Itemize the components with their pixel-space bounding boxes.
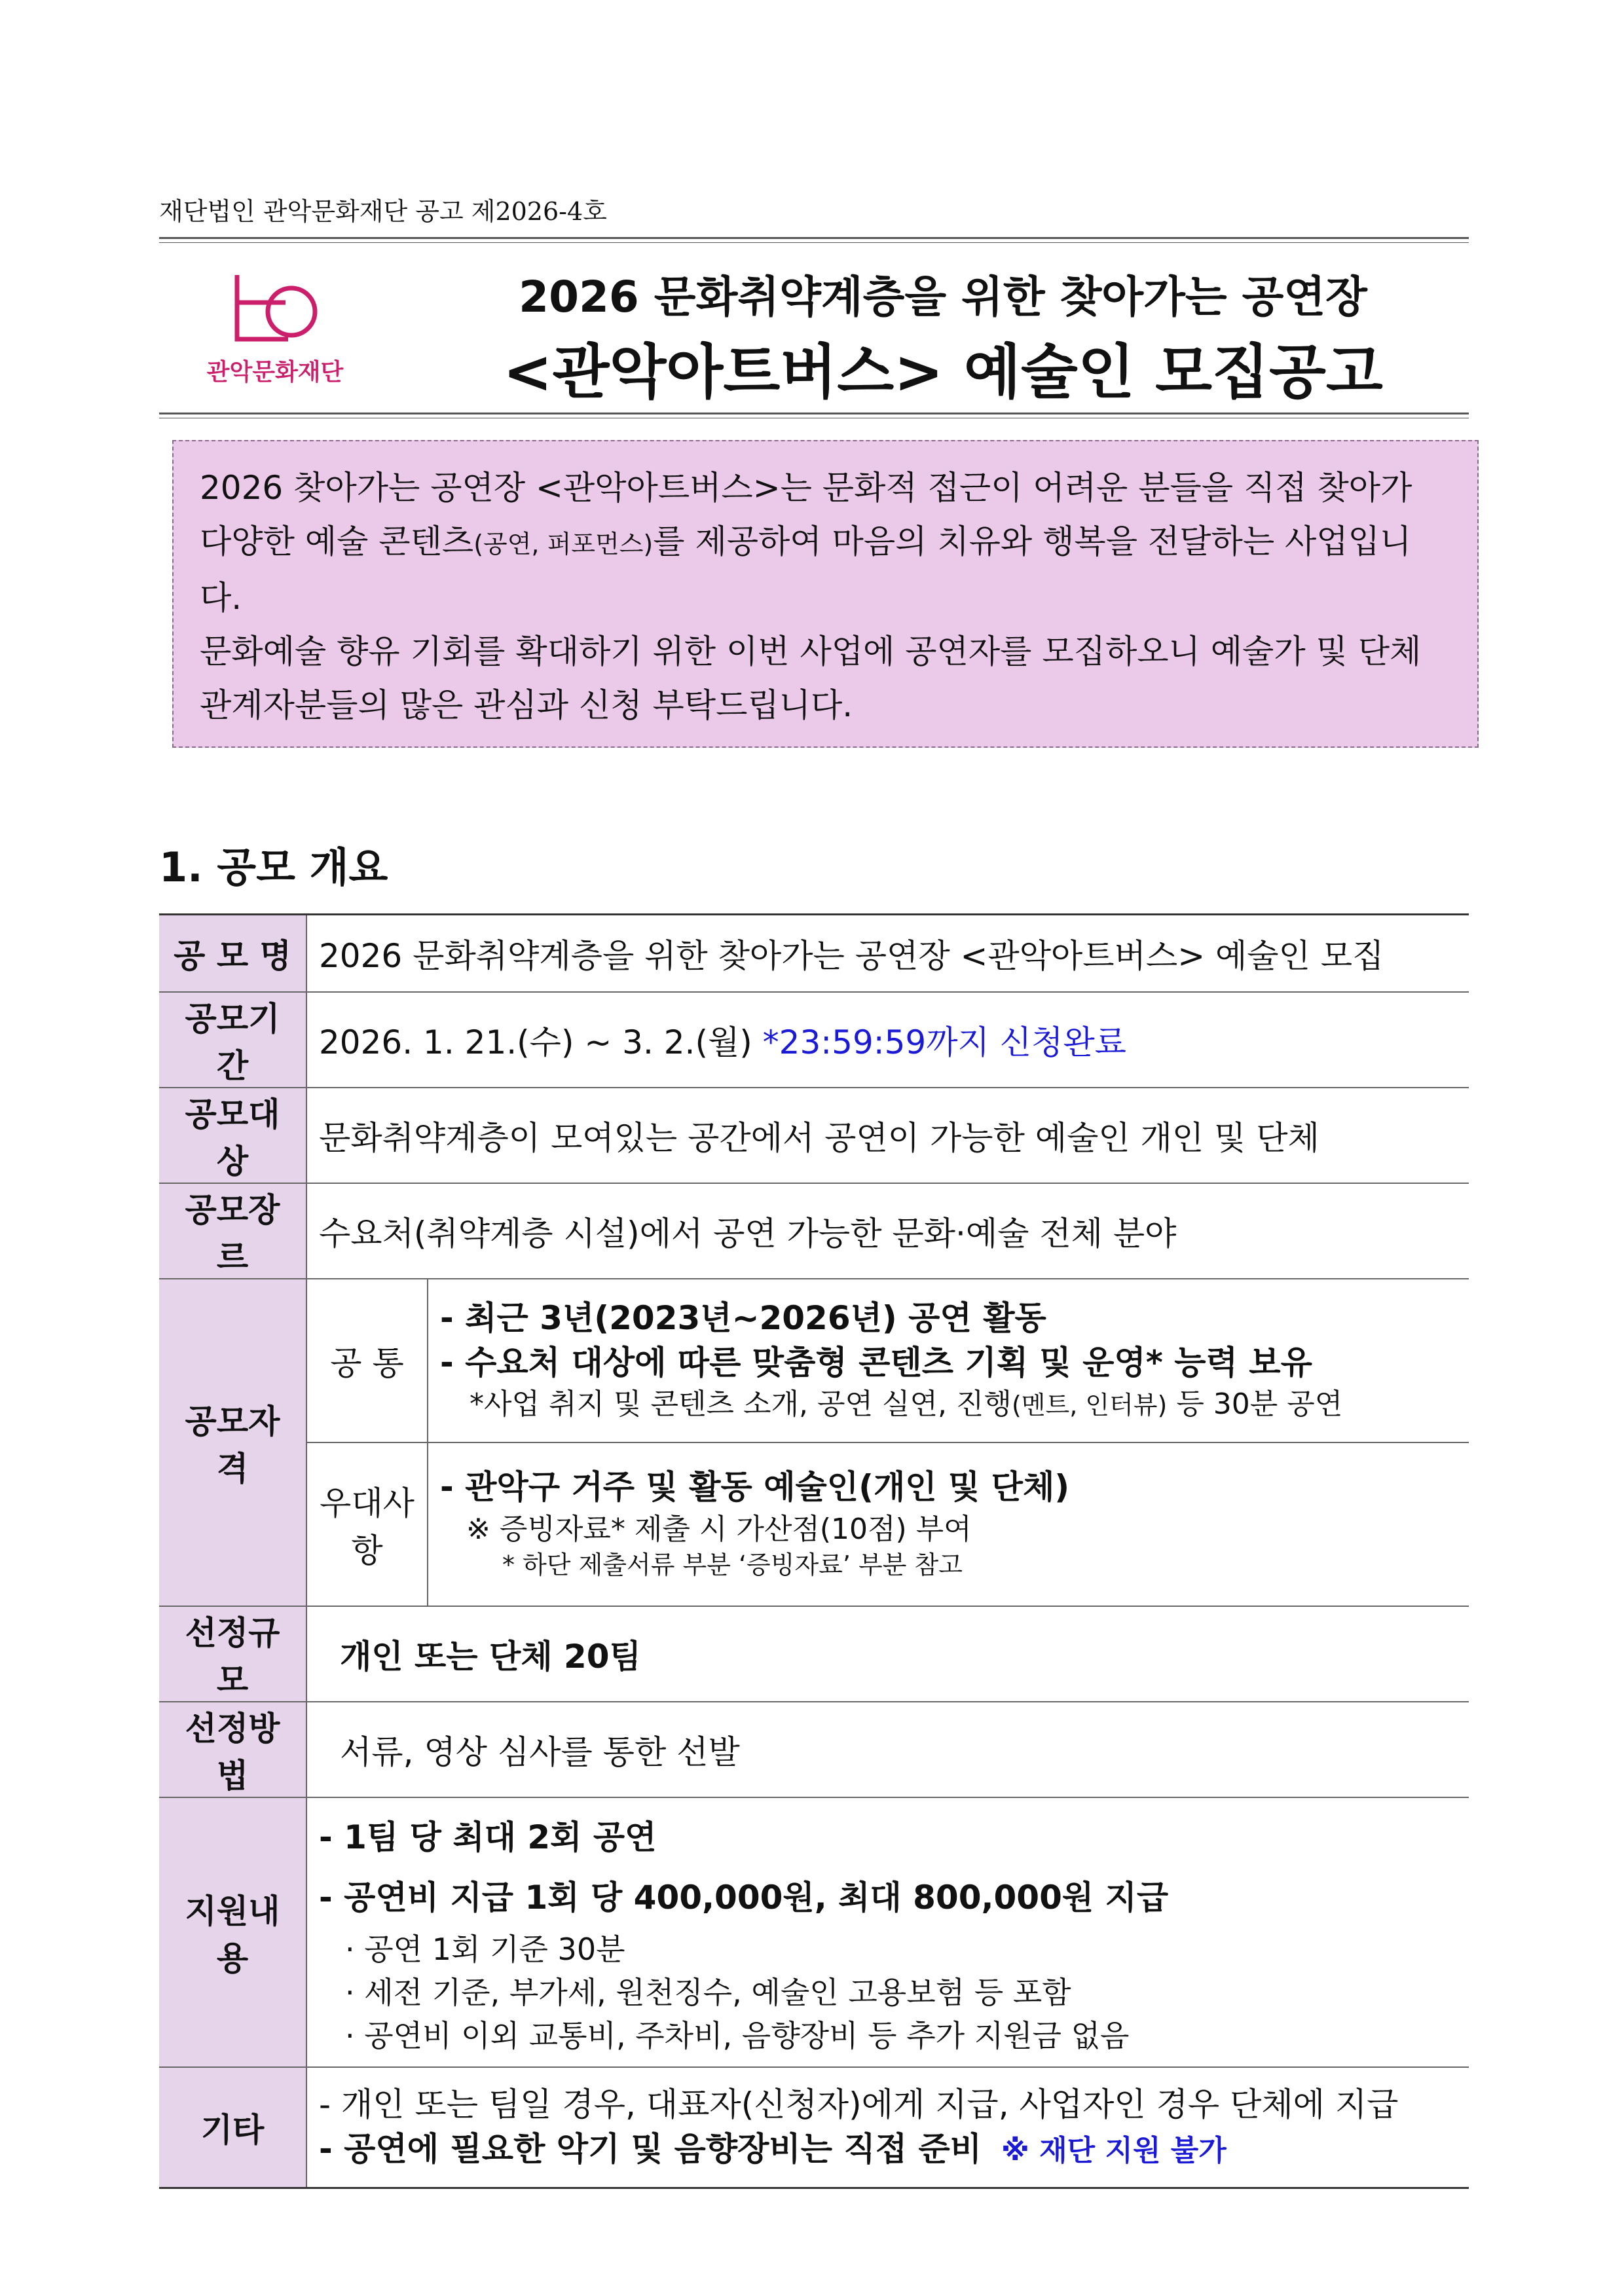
table-row-method xyxy=(159,1702,1469,1797)
page-title-line1: 2026 문화취약계층을 위한 찾아가는 공연장 xyxy=(519,272,1367,322)
value-period: 2026. 1. 21.(수) ~ 3. 2.(월) *23:59:59까지 신청완료 xyxy=(306,992,1469,1088)
table-row-scale xyxy=(159,1606,1469,1702)
table-row-period xyxy=(159,992,1469,1088)
table-row-name xyxy=(159,915,1469,992)
value-method: 서류, 영상 심사를 통한 선발 xyxy=(306,1702,1469,1797)
table-row-etc xyxy=(159,2067,1469,2188)
foundation-logo xyxy=(196,262,354,393)
page-title-line2: <관악아트버스> 예술인 모집공고 xyxy=(503,338,1383,407)
support-sub-3: · 공연비 이외 교통비, 주차비, 음향장비 등 추가 지원금 없음 xyxy=(345,2017,1130,2053)
table-row-qualification-preference xyxy=(159,1442,1469,1606)
label-etc: 기타 xyxy=(159,2067,306,2188)
logo-mark-icon xyxy=(196,262,354,354)
period-deadline-note: *23:59:59까지 신청완료 xyxy=(762,1023,1126,1061)
preference-note-1: ※ 증빙자료* 제출 시 가산점(10점) 부여 xyxy=(466,1512,972,1546)
support-sub-1: · 공연 1회 기준 30분 xyxy=(345,1931,625,1967)
value-scale: 개인 또는 단체 20팀 xyxy=(306,1606,1469,1702)
table-row-genre xyxy=(159,1183,1469,1279)
bottom-rule xyxy=(159,413,1469,418)
label-period: 공모기간 xyxy=(159,992,306,1088)
table-row-target xyxy=(159,1088,1469,1183)
label-common: 공 통 xyxy=(306,1279,428,1442)
value-support xyxy=(306,1797,1469,2067)
overview-table xyxy=(159,913,1469,2189)
notice-number: 재단법인 관악문화재단 공고 제2026-4호 xyxy=(159,197,607,226)
table-row-support xyxy=(159,1797,1469,2067)
value-common xyxy=(428,1279,1469,1442)
label-name: 공 모 명 xyxy=(159,915,306,992)
common-item-1: - 최근 3년(2023년~2026년) 공연 활동 xyxy=(440,1299,1046,1338)
support-item-1: - 1팀 당 최대 2회 공연 xyxy=(319,1818,657,1856)
common-note: *사업 취지 및 콘텐츠 소개, 공연 실연, 진행(멘트, 인터뷰) 등 30분 공연 xyxy=(470,1387,1343,1422)
intro-paragraph-2: 문화예술 향유 기회를 확대하기 위한 이번 사업에 공연자를 모집하오니 예술가 및 단체 관계자분들의 많은 관심과 신청 부탁드립니다. xyxy=(200,633,1422,724)
intro-box xyxy=(172,440,1479,748)
intro-paragraph-1: 2026 찾아가는 공연장 <관악아트버스>는 문화적 접근이 어려운 분들을 직접 찾아가 다양한 예술 콘텐츠(공연, 퍼포먼스)를 제공하여 마음의 치유와 행복을 전달하는 사업입니다. xyxy=(200,469,1412,617)
preference-note-2: * 하단 제출서류 부분 ‘증빙자료’ 부분 참고 xyxy=(502,1551,963,1580)
value-preference xyxy=(428,1442,1469,1606)
label-method: 선정방법 xyxy=(159,1702,306,1797)
etc-item-1: - 개인 또는 팀일 경우, 대표자(신청자)에게 지급, 사업자인 경우 단체에 지급 xyxy=(319,2085,1399,2124)
table-row-qualification-common xyxy=(159,1279,1469,1442)
support-item-2: - 공연비 지급 1회 당 400,000원, 최대 800,000원 지급 xyxy=(319,1878,1169,1917)
etc-item-2: - 공연에 필요한 악기 및 음향장비는 직접 준비 ※ 재단 지원 불가 xyxy=(319,2129,1227,2168)
top-rule xyxy=(159,237,1469,243)
label-genre: 공모장르 xyxy=(159,1183,306,1279)
logo-text: 관악문화재단 xyxy=(206,359,344,386)
support-sub-2: · 세전 기준, 부가세, 원천징수, 예술인 고용보험 등 포함 xyxy=(345,1974,1071,2010)
value-genre: 수요처(취약계층 시설)에서 공연 가능한 문화·예술 전체 분야 xyxy=(306,1183,1469,1279)
label-preference: 우대사항 xyxy=(306,1442,428,1606)
value-target: 문화취약계층이 모여있는 공간에서 공연이 가능한 예술인 개인 및 단체 xyxy=(306,1088,1469,1183)
label-scale: 선정규모 xyxy=(159,1606,306,1702)
etc-note: ※ 재단 지원 불가 xyxy=(1001,2133,1227,2167)
label-qualification: 공모자격 xyxy=(159,1279,306,1606)
value-etc xyxy=(306,2067,1469,2188)
section-title: 1. 공모 개요 xyxy=(159,843,388,891)
label-support: 지원내용 xyxy=(159,1797,306,2067)
value-name: 2026 문화취약계층을 위한 찾아가는 공연장 <관악아트버스> 예술인 모집 xyxy=(306,915,1469,992)
preference-item-1: - 관악구 거주 및 활동 예술인(개인 및 단체) xyxy=(440,1468,1070,1507)
common-item-2: - 수요처 대상에 따른 맞춤형 콘텐츠 기획 및 운영* 능력 보유 xyxy=(440,1343,1312,1382)
label-target: 공모대상 xyxy=(159,1088,306,1183)
